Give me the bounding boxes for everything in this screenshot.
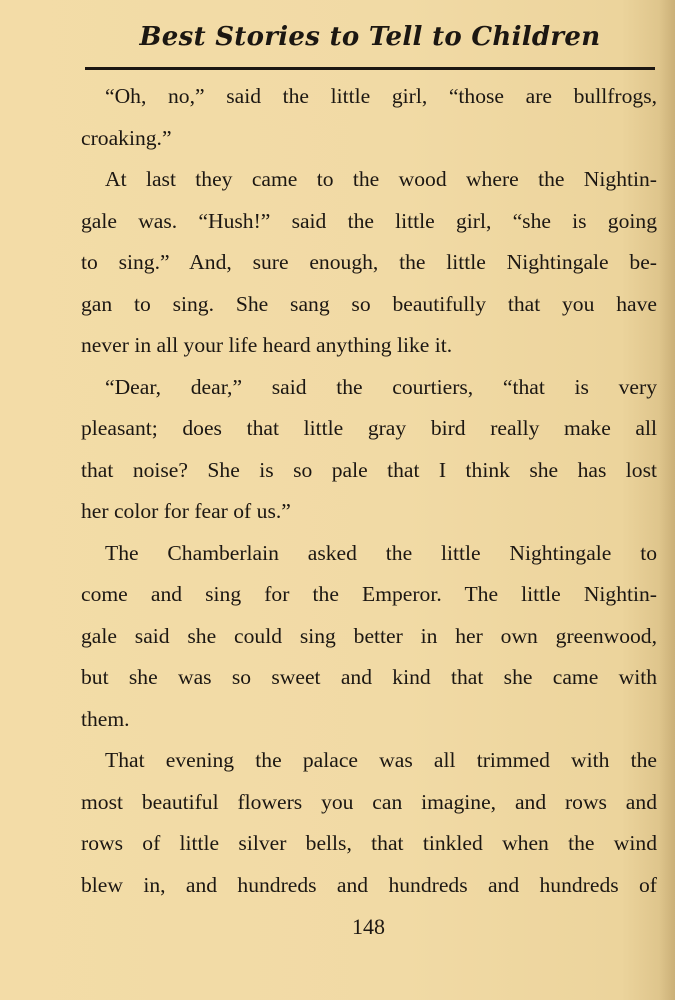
text-line: gale was. “Hush!” said the little girl, “she is going	[81, 208, 657, 233]
text-line: but she was so sweet and kind that she came with	[81, 665, 657, 689]
paragraph	[81, 76, 657, 159]
text-line: pleasant; does that little gray bird really make all	[81, 416, 657, 440]
text-line: The Chamberlain asked the little Nightingale to	[105, 540, 657, 565]
page-edge-shadow	[659, 0, 675, 1000]
text-line: “Dear, dear,” said the courtiers, “that is very	[105, 374, 657, 399]
header-rule	[85, 67, 655, 70]
paragraph	[81, 367, 657, 533]
paragraph	[81, 740, 657, 906]
body-text	[81, 76, 657, 906]
text-line: rows of little silver bells, that tinkled when the wind	[81, 831, 657, 855]
text-line: never in all your life heard anything like it.	[81, 333, 453, 357]
paragraph	[81, 533, 657, 741]
paragraph	[81, 159, 657, 367]
text-line: that noise? She is so pale that I think she has lost	[81, 457, 657, 482]
text-line: That evening the palace was all trimmed with the	[105, 748, 657, 772]
running-head: Best Stories to Tell to Children	[139, 22, 601, 52]
text-line: her color for fear of us.”	[81, 499, 291, 523]
text-line: gan to sing. She sang so beautifully that you have	[81, 291, 657, 316]
text-line: them.	[81, 706, 130, 731]
page-number: 148	[352, 914, 385, 939]
text-line: gale said she could sing better in her own greenwood,	[81, 623, 657, 648]
text-line: croaking.”	[81, 125, 172, 150]
text-line: blew in, and hundreds and hundreds and hundreds of	[81, 872, 657, 897]
text-line: “Oh, no,” said the little girl, “those are bullfrogs,	[105, 84, 657, 108]
text-line: to sing.” And, sure enough, the little Nightingale be-	[81, 250, 657, 274]
text-line: most beautiful flowers you can imagine, and rows and	[81, 789, 657, 814]
text-line: At last they came to the wood where the Nightin-	[105, 167, 657, 191]
text-line: come and sing for the Emperor. The little Nightin-	[81, 582, 657, 606]
